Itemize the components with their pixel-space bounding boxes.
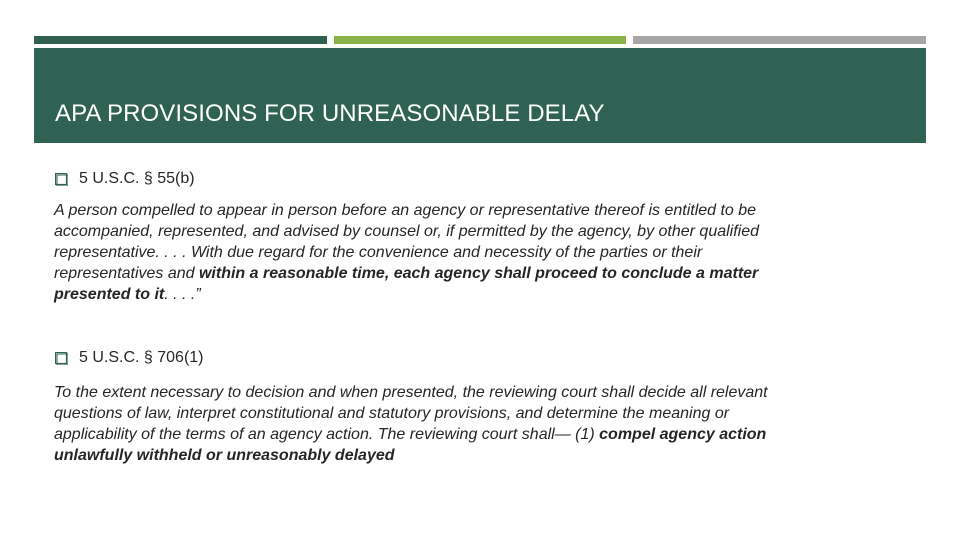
accent-bar-dark-green bbox=[34, 36, 327, 44]
quote-line bbox=[54, 242, 884, 263]
quote-emphasis: compel agency action bbox=[599, 426, 767, 443]
quote-line bbox=[54, 424, 884, 445]
checkbox-icon bbox=[55, 352, 68, 365]
quote-line bbox=[54, 263, 884, 284]
quote-emphasis: presented to it bbox=[54, 286, 165, 303]
slide-title: APA PROVISIONS FOR UNREASONABLE DELAY bbox=[55, 100, 605, 127]
quote-text: questions of law, interpret constitutional and statutory provisions, and determine the meaning or bbox=[54, 405, 730, 422]
quote-text: . . . .” bbox=[164, 286, 201, 303]
quote-line bbox=[54, 403, 884, 424]
section-heading: 5 U.S.C. § 706(1) bbox=[79, 349, 204, 366]
checkbox-icon bbox=[55, 173, 68, 186]
quote-line bbox=[54, 382, 884, 403]
quote-text: A person compelled to appear in person before an agency or representative thereof is entitled to be bbox=[54, 202, 757, 219]
quote-text: representatives and bbox=[54, 265, 199, 282]
quote-emphasis: within a reasonable time, each agency shall proceed to conclude a matter bbox=[198, 265, 759, 282]
accent-bar-gray bbox=[633, 36, 926, 44]
quote-text: accompanied, represented, and advised by counsel or, if permitted by the agency, by other qualified bbox=[54, 223, 760, 240]
quote-text: To the extent necessary to decision and when presented, the reviewing court shall decide all relevant bbox=[54, 384, 768, 401]
quote-line bbox=[54, 200, 884, 221]
quote-text: representative. . . . With due regard for the convenience and necessity of the parties or their bbox=[54, 244, 703, 261]
section-heading-row bbox=[55, 348, 204, 368]
section-heading: 5 U.S.C. § 55(b) bbox=[79, 170, 195, 187]
title-band bbox=[34, 48, 926, 143]
quote-emphasis: unlawfully withheld or unreasonably delayed bbox=[54, 447, 395, 464]
quote-text: applicability of the terms of an agency action. The reviewing court shall— (1) bbox=[54, 426, 600, 443]
quote-line bbox=[54, 284, 884, 305]
section-heading-row bbox=[55, 169, 195, 189]
accent-bar-light-green bbox=[334, 36, 626, 44]
statute-quote bbox=[54, 382, 884, 466]
quote-line bbox=[54, 221, 884, 242]
quote-line bbox=[54, 445, 884, 466]
statute-quote bbox=[54, 200, 884, 305]
